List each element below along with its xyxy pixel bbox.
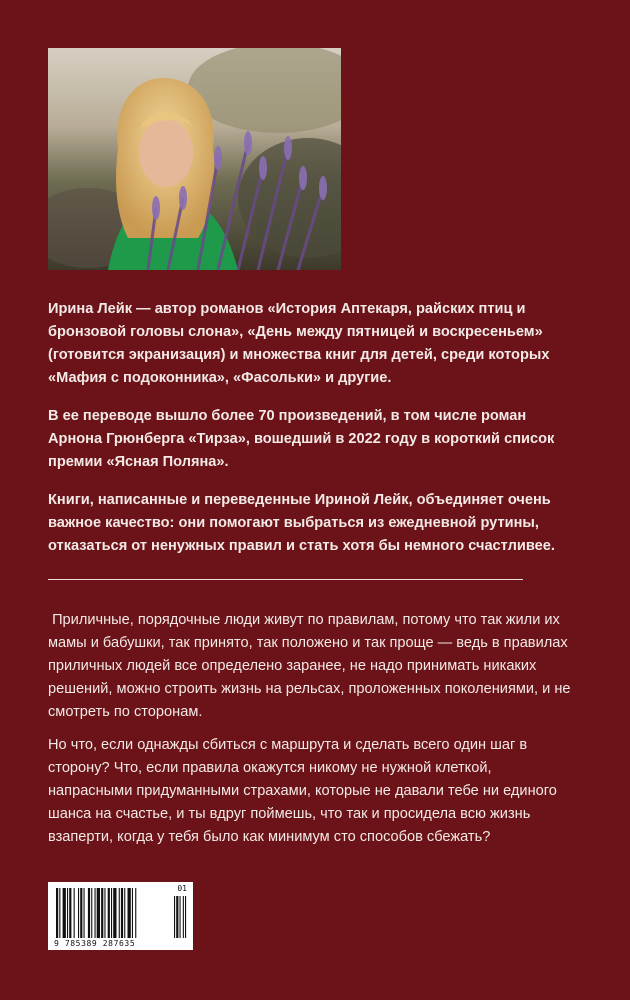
author-photo-illustration: [48, 48, 341, 270]
isbn-barcode: [48, 882, 193, 950]
bio-paragraph-1: Ирина Лейк — автор романов «История Аптекаря, райских птиц и бронзовой головы слона», «День между пятницей и воскресеньем» (готовится экранизация) и множества книг для детей, среди которых «Мафия с подоконника», «Фасольки» и другие.: [48, 301, 550, 386]
barcode-digits: 9 785389 287635: [54, 939, 136, 948]
description-paragraph-2: Но что, если однажды сбиться с маршрута и сделать всего один шаг в сторону? Что, если правила окажутся никому не нужной клеткой, напрасными придуманными страхами, которые не давали тебе ни единого шанса на счастье, и ты вдруг поймешь, что так и просидела всю жизнь взаперти, когда у тебя было как минимум сто способов сбежать?: [48, 737, 557, 845]
author-photo: [48, 48, 341, 270]
section-divider: [48, 579, 523, 580]
bio-paragraph-2: В ее переводе вышло более 70 произведений, в том числе роман Арнона Грюнберга «Тирза», вошедший в 2022 году в короткий список премии «Ясная Поляна».: [48, 408, 555, 470]
bio-paragraph-3: Книги, написанные и переведенные Ириной Лейк, объединяет очень важное качество: они помогают выбраться из ежедневной рутины, отказаться от ненужных правил и стать хотя бы немного счастливее.: [48, 492, 555, 554]
description-paragraph-1: Приличные, порядочные люди живут по правилам, потому что так жили их мамы и бабушки, так принято, так положено и так проще — ведь в правилах приличных людей все определено заранее, не надо принимать никаких решений, можно строить жизнь на рельсах, проложенных поколениями, и не смотреть по сторонам.: [48, 612, 575, 720]
barcode-addon: 01: [177, 884, 187, 893]
